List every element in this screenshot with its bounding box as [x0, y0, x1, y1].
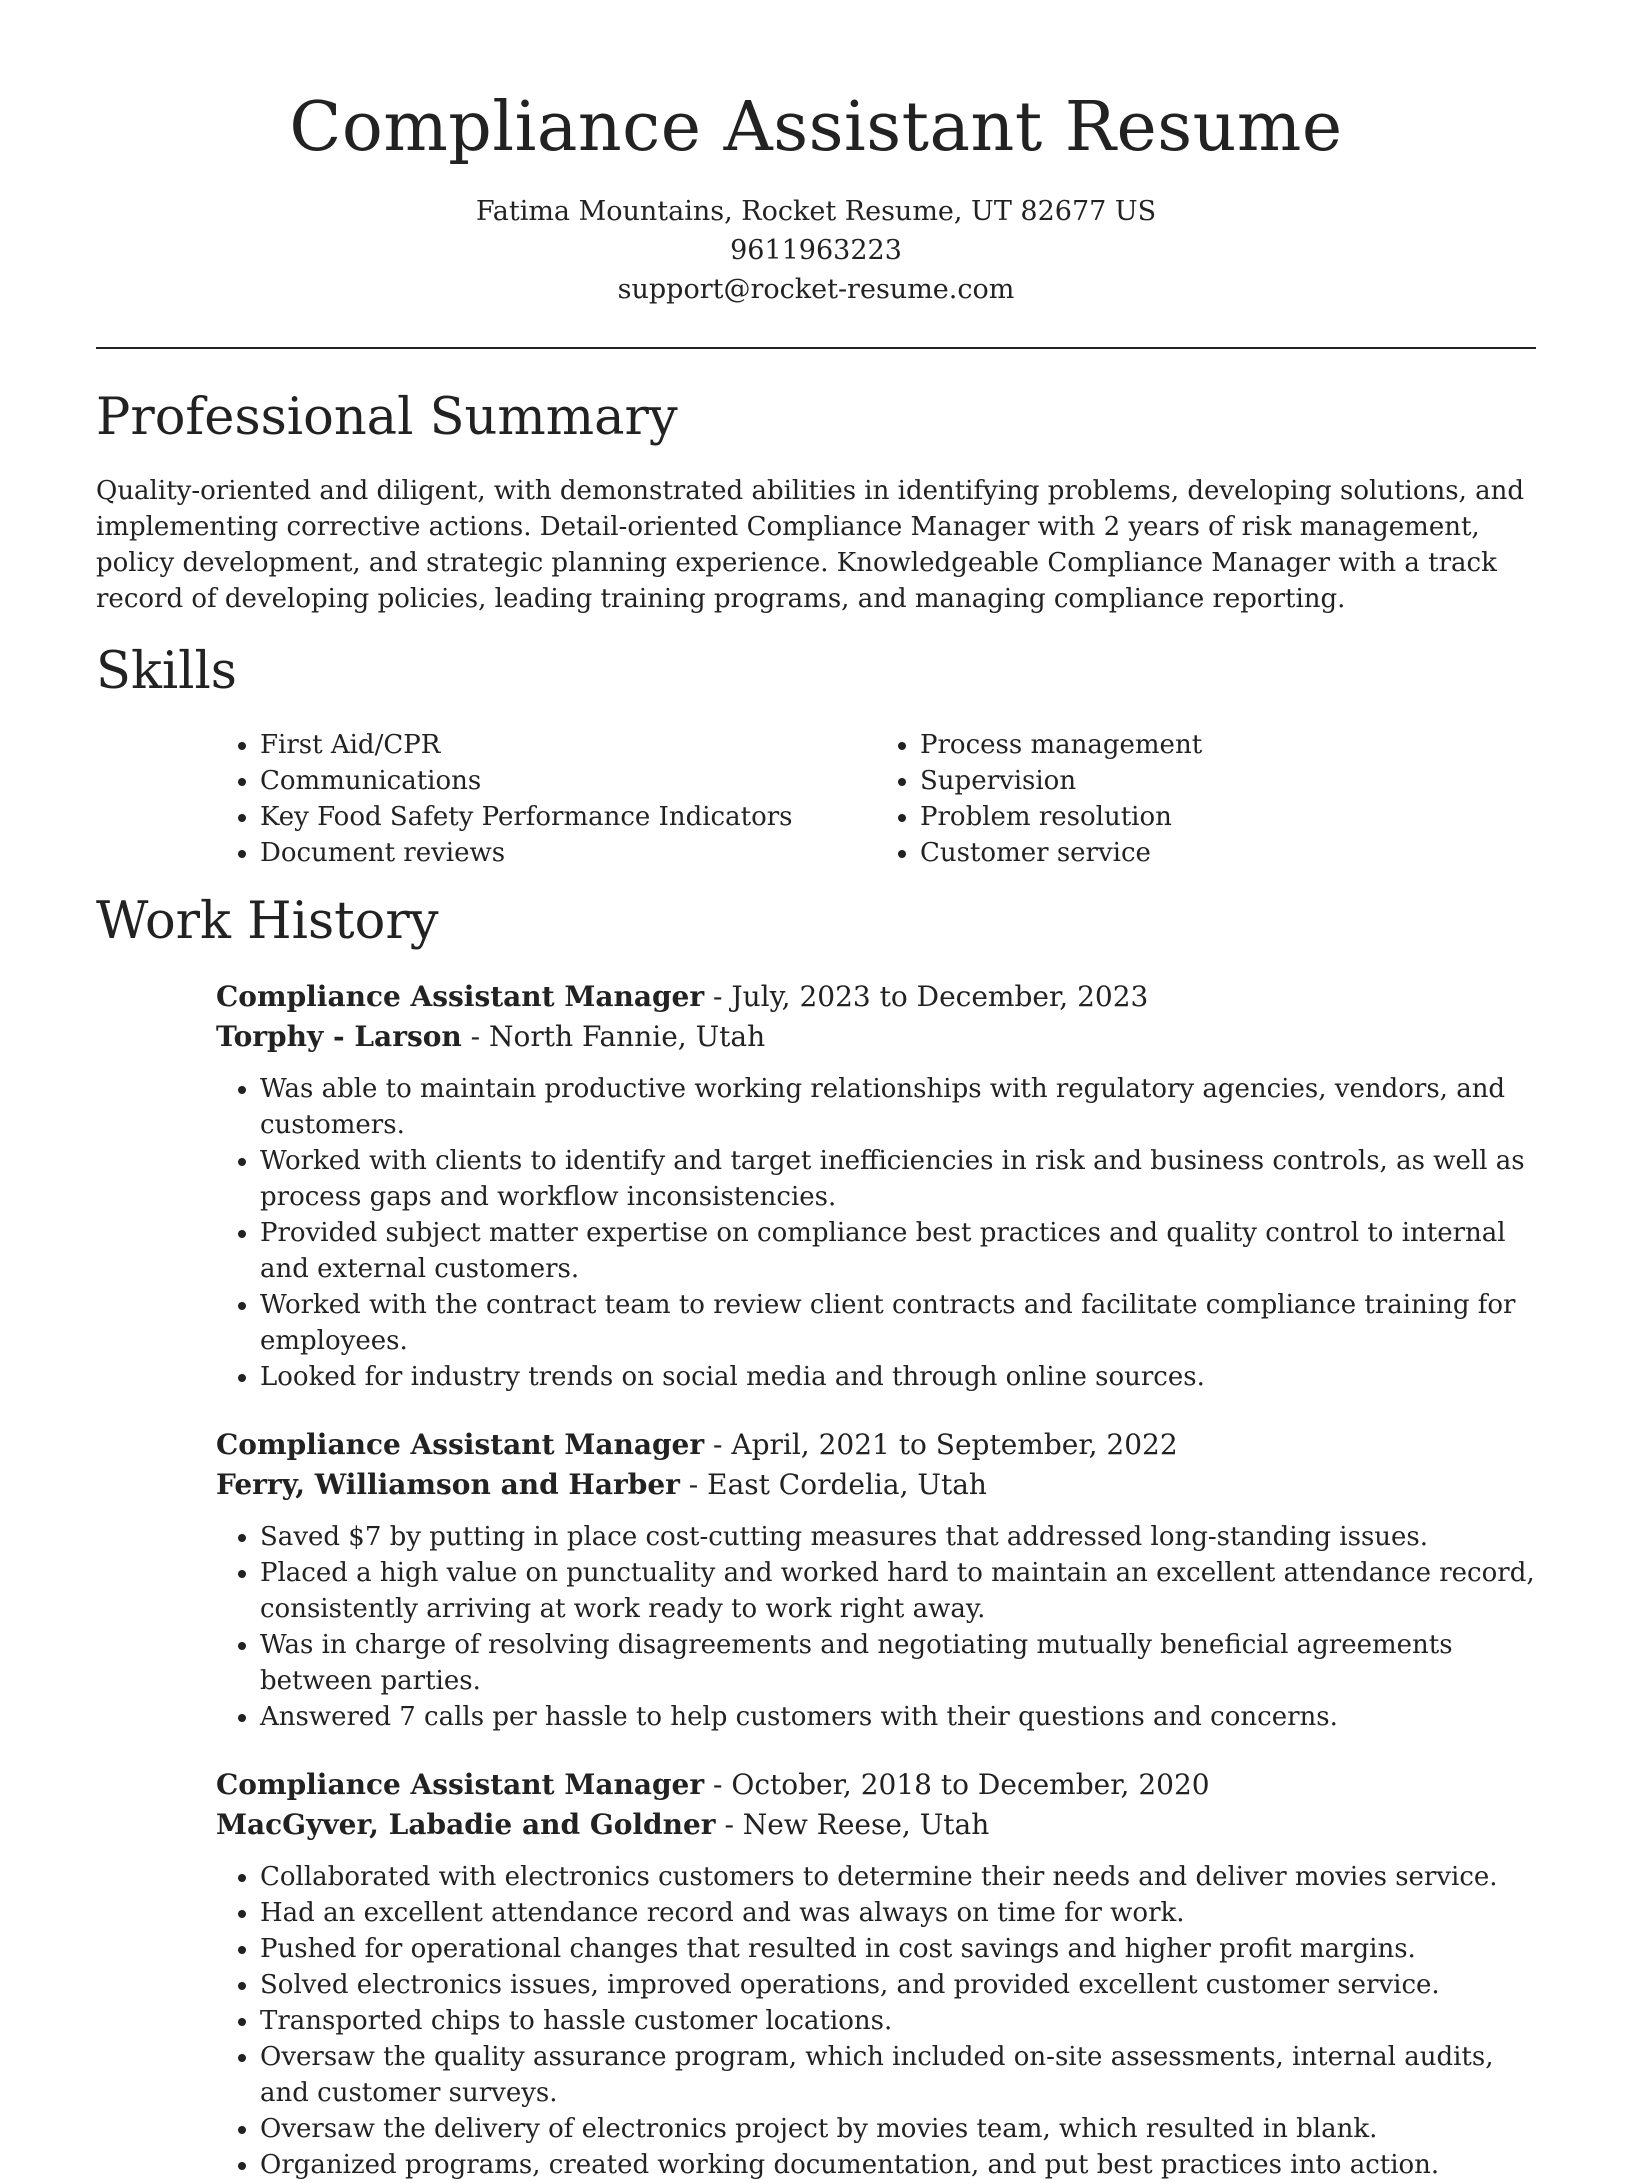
job-dates: - April, 2021 to September, 2022: [704, 1428, 1178, 1461]
job-entry: [216, 1765, 1536, 2183]
job-bullet: • Provided subject matter expertise on compliance best practices and quality control to internal and external customers.: [260, 1215, 1536, 1287]
job-title-line: [216, 977, 1536, 1017]
job-location: - North Fannie, Utah: [461, 1020, 766, 1053]
skill-item: • Supervision: [920, 763, 1536, 799]
job-bullet: • Had an excellent attendance record and was always on time for work.: [260, 1895, 1536, 1931]
job-company: MacGyver, Labadie and Goldner: [216, 1808, 716, 1841]
contact-address: Fatima Mountains, Rocket Resume, UT 82677 US: [475, 196, 1157, 227]
job-bullet: • Placed a high value on punctuality and worked hard to maintain an excellent attendance record, consistently arriving at work ready to work right away.: [260, 1555, 1536, 1627]
job-title: Compliance Assistant Manager: [216, 1428, 705, 1461]
summary-section: [96, 385, 1536, 617]
contact-info: [0, 192, 1632, 309]
job-bullets: [216, 1519, 1536, 1735]
skill-item: • Document reviews: [260, 835, 876, 871]
job-bullet: • Saved $7 by putting in place cost-cutting measures that addressed long-standing issues.: [260, 1519, 1536, 1555]
skill-item: • Key Food Safety Performance Indicators: [260, 799, 876, 835]
job-company-line: [216, 1017, 1536, 1057]
job-bullet: • Worked with the contract team to review client contracts and facilitate compliance training for employees.: [260, 1287, 1536, 1359]
job-bullet: • Solved electronics issues, improved operations, and provided excellent customer service.: [260, 1967, 1536, 2003]
resume-header: [0, 0, 1632, 309]
job-title: Compliance Assistant Manager: [216, 1768, 705, 1801]
job-bullet: • Organized programs, created working documentation, and put best practices into action.: [260, 2147, 1536, 2183]
summary-text: Quality-oriented and diligent, with demonstrated abilities in identifying problems, developing solutions, and implementing corrective actions. Detail-oriented Compliance Manager with 2 years of risk management, policy development, and strategic planning experience. Knowledgeable Compliance Manager with a track record of developing policies, leading training programs, and managing compliance reporting.: [96, 476, 1525, 614]
work-heading: Work History: [96, 892, 439, 951]
job-bullet: • Oversaw the quality assurance program, which included on-site assessments, internal audits, and customer surveys.: [260, 2039, 1536, 2111]
job-company: Torphy - Larson: [216, 1020, 462, 1053]
job-title-line: [216, 1425, 1536, 1465]
job-entry: [216, 977, 1536, 1395]
job-company-line: [216, 1805, 1536, 1845]
skills-section: [96, 639, 1536, 871]
job-title-line: [216, 1765, 1536, 1805]
job-bullet: • Collaborated with electronics customers to determine their needs and deliver movies service.: [260, 1859, 1536, 1895]
resume-title: Compliance Assistant Resume: [289, 88, 1343, 167]
job-bullet: • Oversaw the delivery of electronics project by movies team, which resulted in blank.: [260, 2111, 1536, 2147]
skill-item: • Problem resolution: [920, 799, 1536, 835]
skill-item: • Process management: [920, 727, 1536, 763]
skills-list-right: [876, 727, 1536, 871]
contact-phone: 9611963223: [730, 235, 902, 266]
job-dates: - October, 2018 to December, 2020: [704, 1768, 1210, 1801]
skill-item: • Communications: [260, 763, 876, 799]
skill-item: • First Aid/CPR: [260, 727, 876, 763]
job-dates: - July, 2023 to December, 2023: [704, 980, 1149, 1013]
job-location: - New Reese, Utah: [715, 1808, 990, 1841]
skill-item: • Customer service: [920, 835, 1536, 871]
job-company: Ferry, Williamson and Harber: [216, 1468, 680, 1501]
job-location: - East Cordelia, Utah: [679, 1468, 987, 1501]
job-bullets: [216, 1859, 1536, 2183]
job-company-line: [216, 1465, 1536, 1505]
job-bullet: • Transported chips to hassle customer locations.: [260, 2003, 1536, 2039]
job-entry: [216, 1425, 1536, 1735]
header-divider: [96, 347, 1536, 349]
job-bullet: • Worked with clients to identify and target inefficiencies in risk and business controls, as well as process gaps and workflow inconsistencies.: [260, 1143, 1536, 1215]
job-bullet: • Was able to maintain productive working relationships with regulatory agencies, vendors, and customers.: [260, 1071, 1536, 1143]
skills-heading: Skills: [96, 642, 237, 701]
job-bullets: [216, 1071, 1536, 1395]
contact-email: support@rocket-resume.com: [617, 274, 1015, 305]
job-bullet: • Pushed for operational changes that resulted in cost savings and higher profit margins.: [260, 1931, 1536, 1967]
job-title: Compliance Assistant Manager: [216, 980, 705, 1013]
job-bullet: • Looked for industry trends on social media and through online sources.: [260, 1359, 1536, 1395]
skills-columns: [216, 727, 1536, 871]
summary-heading: Professional Summary: [96, 388, 678, 447]
work-section: [96, 889, 1536, 2183]
job-bullet: • Was in charge of resolving disagreements and negotiating mutually beneficial agreements between parties.: [260, 1627, 1536, 1699]
job-bullet: • Answered 7 calls per hassle to help customers with their questions and concerns.: [260, 1699, 1536, 1735]
skills-list-left: [216, 727, 876, 871]
